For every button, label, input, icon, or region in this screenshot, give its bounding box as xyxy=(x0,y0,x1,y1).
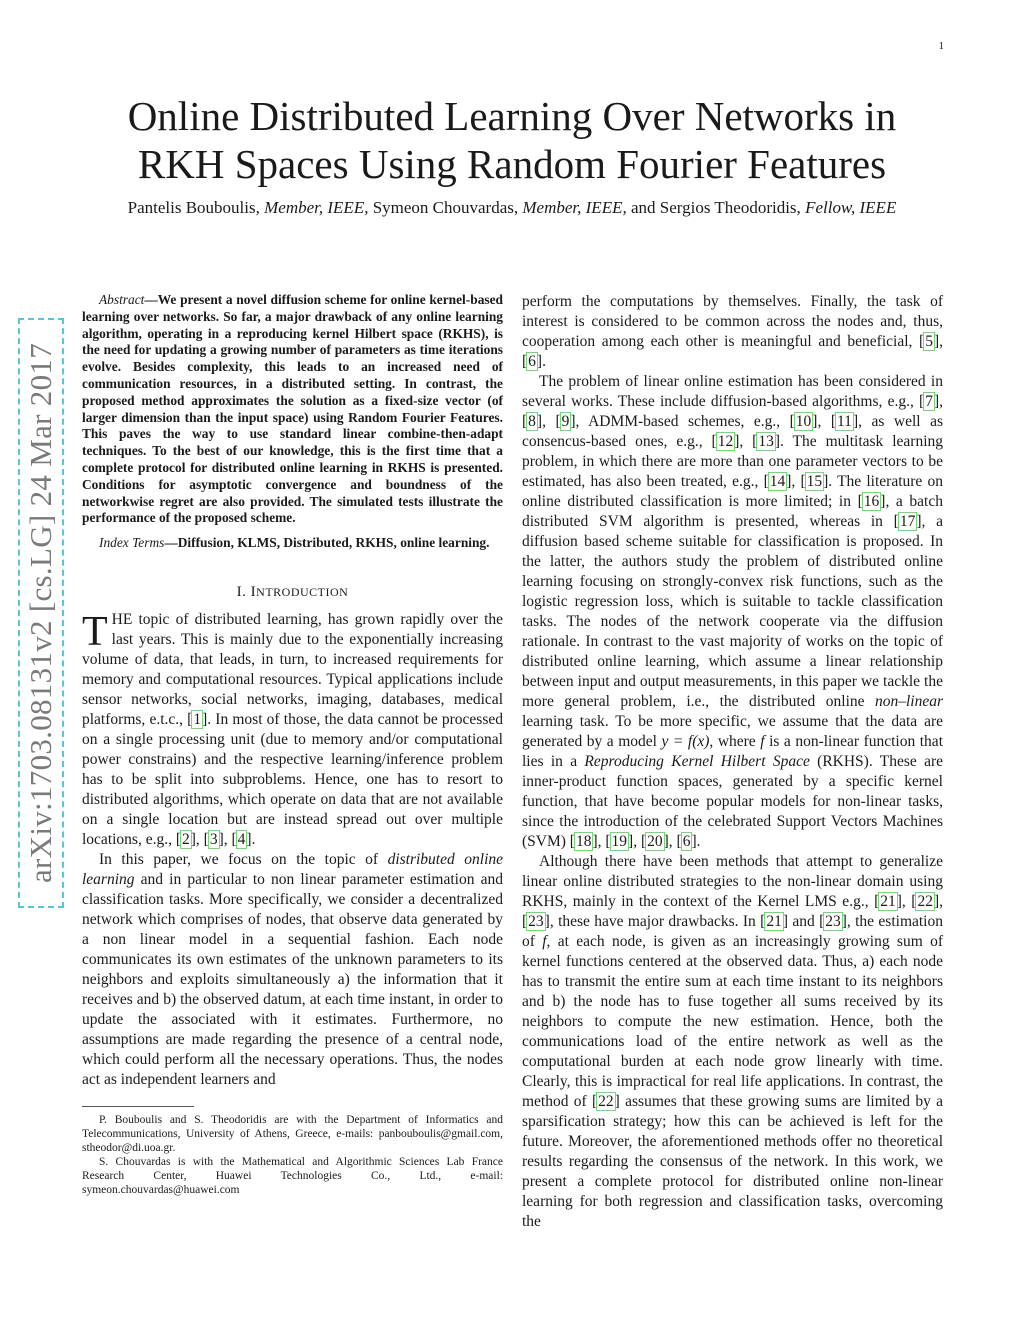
body-text: , a diffusion based scheme suitable for classification is proposed. In the latter, the authors study the problem of distributed online learning focusing on strongly-convex risk functions, such as the logistic regression loss, which is suitable to tackle classification tasks. The nodes of the network cooperate via the diffusion rationale. In contrast to the vast majority of works on the topic of distributed online learning, which assume a linear relationship between input and output measurements, in this paper we tackle the more general problem, i.e., the distributed online xyxy=(522,513,943,710)
section-heading-introduction xyxy=(82,582,503,602)
index-terms xyxy=(82,535,503,552)
title-line-2: RKH Spaces Using Random Fourier Features xyxy=(137,141,887,187)
citation-link[interactable]: 9 xyxy=(561,413,570,430)
emphasis-text: Reproducing Kernel Hilbert Space xyxy=(584,753,810,770)
body-text: , a batch distributed SVM algorithm is presented, whereas in xyxy=(522,493,943,530)
citation-link[interactable]: 19 xyxy=(611,833,628,850)
citation-link[interactable]: 16 xyxy=(863,493,880,510)
emphasis-text: non–linear xyxy=(874,693,943,710)
right-paragraph-3: Although there have been methods that attempt to generalize linear online distributed strategies to the non-linear domain using RKHS, mainly in the context of the Kernel LMS e.g., [21], [22], [23], these have major drawbacks. In [21] and [23], the estimation of f, at each node, is given as an increasingly growing sum of kernel functions centered at the observed data. Thus, a) each node has to transmit the entire sum at each time instant to its neighbors and b) the node has to fuse together all sums received by its neighbors to compute the new estimation. Hence, both the communications load of the entire network as well as the computational burden at each node grow linearly with time. Clearly, this is impractical for real life applications. In contrast, the method of [22] assumes that these growing sums are limited by a sparsification strategy; how this can be achieved is left for the future. Moreover, the aforementioned methods offer no theoretical results regarding the consensus of the network. In this work, we present a complete protocol for distributed online non-linear learning for both regression and classification tasks, overcoming the xyxy=(522,853,943,1230)
citation-link[interactable]: 13 xyxy=(758,433,774,450)
index-terms-text: —Diffusion, KLMS, Distributed, RKHS, online learning. xyxy=(164,535,490,551)
body-text: , these have major drawbacks. In xyxy=(549,913,761,930)
citation-link[interactable]: 18 xyxy=(575,833,592,850)
footnote-rule xyxy=(82,1106,194,1107)
citation-link[interactable]: 21 xyxy=(766,913,782,930)
citation-link[interactable]: 1 xyxy=(193,710,202,728)
body-text: perform the computations by themselves. Finally, the task of interest is considered to be common across the nodes and, thus, cooperation among each other is meaningful and beneficial, xyxy=(522,293,943,350)
body-text: , as well as consencus-based ones, e.g., xyxy=(522,413,943,450)
abstract-text: —We present a novel diffusion scheme for online kernel-based learning over networks. So far, a major drawback of any online learning algorithm, operating in a reproducing kernel Hilbert space (RKHS), is the need for updating a growing number of parameters as time iterations evolve. Besides complexity, this leads to an increased need of communication resources, in a distributed setting. In contrast, the proposed method approximates the solution as a fixed-size vector (of larger dimension than the input space) using Random Fourier Features. This paves the way to use standard linear combine-then-adapt techniques. To the best of our knowledge, this is the first time that a complete protocol for distributed online learning in RKHS is presented. Conditions for asymptotic convergence and boundness of the networkwise regret are also provided. The simulated tests illustrate the performance of the proposed scheme. xyxy=(82,292,503,526)
author-line xyxy=(60,198,964,218)
intro-text: and in particular to non linear parameter estimation and classification tasks. More specifically, we consider a decentralized network which comprises of nodes, that observe data generated by a non linear model in a sequential fashion. Each node communicates its own estimates of the unknown parameters to its neighbors and exploits simultaneously a) the information that it receives and b) the observed datum, at each time instant, in order to update the associated with it estimates. Furthermore, no assumptions are made regarding the presence of a central node, which could perform all the necessary operations. Thus, the nodes act as independent learners and xyxy=(82,870,503,1088)
intro-text: In this paper, we focus on the topic of xyxy=(99,850,388,868)
section-title-rest: NTRODUCTION xyxy=(256,584,349,599)
body-text: , the estimation of xyxy=(522,913,943,950)
body-text: is a non-linear function that lies in a xyxy=(522,733,943,770)
right-column xyxy=(522,292,943,1232)
footnote-1: P. Bouboulis and S. Theodoridis are with the Department of Informatics and Telecommunications, University of Athens, Greece, e-mails: panbouboulis@gmail.com, stheodor@di.uoa.gr. xyxy=(82,1113,503,1154)
author-1: Pantelis Bouboulis, xyxy=(127,198,265,217)
arxiv-stamp[interactable] xyxy=(18,318,64,908)
citation-link[interactable]: 5 xyxy=(925,333,933,350)
author-2: Symeon Chouvardas, xyxy=(368,198,523,217)
body-text: Although there have been methods that attempt to generalize linear online distributed strategies to the non-linear domain using RKHS, mainly in the context of the Kernel LMS e.g., xyxy=(522,853,943,910)
section-title-first: I xyxy=(250,583,257,600)
body-text: , at each node, is given as an increasingly growing sum of kernel functions centered at the observed data. Thus, a) each node has to transmit the entire sum at each time instant to its neighbors and b) the node has to fuse together all sums received by its neighbors to compute the new estimation. Hence, both the communications load of the entire network as well as the computational burden at each node grow linearly with time. Clearly, this is impractical for real life applications. In contrast, the method of xyxy=(522,933,943,1110)
citation-link[interactable]: 11 xyxy=(837,413,852,430)
body-text: , ADMM-based schemes, e.g., xyxy=(575,413,790,430)
author-3-role: Fellow, IEEE xyxy=(805,198,897,217)
intro-paragraph-2 xyxy=(82,850,503,1090)
citation-link[interactable]: 15 xyxy=(806,473,823,490)
emphasis-text: distributed online learning xyxy=(82,850,504,888)
citation-link[interactable]: 12 xyxy=(717,433,734,450)
intro-paragraph-1: THE topic of distributed learning, has grown rapidly over the last years. This is mainly due to the exponentially increasing volume of data, that leads, in turn, to increased requirements for memory and computational resources. Typical applications include sensor networks, social networks, imaging, databases, medical platforms, e.t.c., [1]. In most of those, the data cannot be processed on a single processing unit (due to memory and/or computational power constrains) and the respective learning/inference problem has to be split into subproblems. Hence, one has to resort to distributed algorithms, which operate on data that are not available on a single location but are instead spread out over multiple locations, e.g., [2], [3], [4]. xyxy=(82,608,503,848)
citation-link[interactable]: 6 xyxy=(528,353,536,370)
right-paragraph-1: perform the computations by themselves. Finally, the task of interest is considered to be common across the nodes and, thus, cooperation among each other is meaningful and beneficial, [5], [6]. xyxy=(522,293,943,370)
citation-link[interactable]: 14 xyxy=(769,473,786,490)
page-number: 1 xyxy=(938,40,944,52)
citation-link[interactable]: 8 xyxy=(528,413,536,430)
body-text: and xyxy=(787,913,820,930)
author-3: and Sergios Theodoridis, xyxy=(626,198,806,217)
citation-link[interactable]: 6 xyxy=(682,833,691,850)
body-text: (RKHS). These are inner-product function spaces, generated by a specific kernel function, that have become popular models for non-linear tasks, since the introduction of the celebrated Support Vectors Machines (SVM) xyxy=(522,753,943,850)
math-model: y = f(x) xyxy=(661,733,710,750)
citation-link[interactable]: 7 xyxy=(925,393,933,410)
citation-link[interactable]: 23 xyxy=(528,913,544,930)
intro-text: . xyxy=(251,830,256,848)
abstract-label: Abstract xyxy=(99,292,145,307)
citation-link[interactable]: 4 xyxy=(237,830,246,848)
citation-link[interactable]: 10 xyxy=(795,413,812,430)
paper-title xyxy=(80,92,944,188)
intro-text: . In most of those, the data cannot be processed on a single processing unit (due to memory and/or computational power constrains) and the respective learning/inference problem has to be split into subproblems. Hence, one has to resort to distributed algorithms, which operate on data that are not available on a single location but are instead spread out over multiple locations, e.g., xyxy=(82,710,503,848)
body-text: , where xyxy=(709,733,761,750)
right-paragraph-2: The problem of linear online estimation has been considered in several works. These include diffusion-based algorithms, e.g., [7], [8], [9], ADMM-based schemes, e.g., [10], [11], as well as consencus-based ones, e.g., [12], [13]. The multitask learning problem, in which there are more than one parameter vectors to be estimated, has also been treated, e.g., [14], [15]. The literature on online distributed classification is more limited; in [16], a batch distributed SVM algorithm is presented, whereas in [17], a diffusion based scheme suitable for classification is proposed. In the latter, the authors study the problem of distributed online learning focusing on strongly-convex risk functions, such as the logistic regression loss, which is suitable to tackle classification tasks. The nodes of the network cooperate via the diffusion rationale. In contrast to the vast majority of works on the topic of distributed online learning, which assume a linear relationship between input and output measurements, in this paper we tackle the more general problem, i.e., the distributed online non–linear learning task. To be more specific, we assume that the data are generated by a model y = f(x), where f is a non-linear function that lies in a Reproducing Kernel Hilbert Space (RKHS). These are inner-product function spaces, generated by a specific kernel function, that have become popular models for non-linear tasks, since the introduction of the celebrated Support Vectors Machines (SVM) [18], [19], [20], [6]. xyxy=(522,373,944,850)
citation-link[interactable]: 2 xyxy=(182,830,190,848)
body-text: . The literature on online distributed classification is more limited; in xyxy=(522,473,943,510)
body-text: assumes that these growing sums are limited by a sparsification strategy; how this can be achieved is left for the future. Moreover, the aforementioned methods offer no theoretical results regarding the consensus of the network. In this work, we present a complete protocol for distributed online non-linear learning for both regression and classification tasks, overcoming the xyxy=(522,1093,943,1230)
arxiv-stamp-text: arXiv:1703.08131v2 [cs.LG] 24 Mar 2017 xyxy=(23,342,59,884)
math-symbol: f xyxy=(542,933,547,950)
body-text: learning task. To be more specific, we assume that the data are generated by a model xyxy=(522,713,943,750)
drop-cap: T xyxy=(82,608,108,655)
citation-link[interactable]: 3 xyxy=(209,830,218,848)
abstract xyxy=(82,292,503,527)
section-numeral: I. xyxy=(236,583,251,600)
citation-link[interactable]: 20 xyxy=(647,833,663,850)
citation-link[interactable]: 21 xyxy=(880,893,896,910)
title-line-1: Online Distributed Learning Over Networks in xyxy=(127,93,897,139)
author-2-role: Member, IEEE, xyxy=(522,198,627,217)
body-text: The problem of linear online estimation has been considered in several works. These include diffusion-based algorithms, e.g., xyxy=(522,373,943,410)
index-terms-label: Index Terms xyxy=(99,535,165,551)
left-column xyxy=(82,292,503,1197)
math-symbol: f xyxy=(760,733,765,750)
body-text: . The multitask learning problem, in which there are more than one parameter vectors to be estimated, has also been treated, e.g., xyxy=(522,433,944,490)
citation-link[interactable]: 23 xyxy=(825,913,841,930)
intro-text: HE topic of distributed learning, has grown rapidly over the last years. This is mainly due to the exponentially increasing volume of data, that leads, in turn, to increased requirements for memory and computational resources. Typical applications include sensor networks, social networks, imaging, databases, medical platforms, e.t.c., xyxy=(82,610,503,728)
citation-link[interactable]: 22 xyxy=(598,1093,614,1110)
author-1-role: Member, IEEE, xyxy=(264,198,369,217)
citation-link[interactable]: 17 xyxy=(899,513,916,530)
footnote-2: S. Chouvardas is with the Mathematical and Algorithmic Sciences Lab France Research Center, Huawei Technologies Co., Ltd., e-mail: symeon.chouvardas@huawei.com xyxy=(82,1155,503,1196)
citation-link[interactable]: 22 xyxy=(917,893,933,910)
